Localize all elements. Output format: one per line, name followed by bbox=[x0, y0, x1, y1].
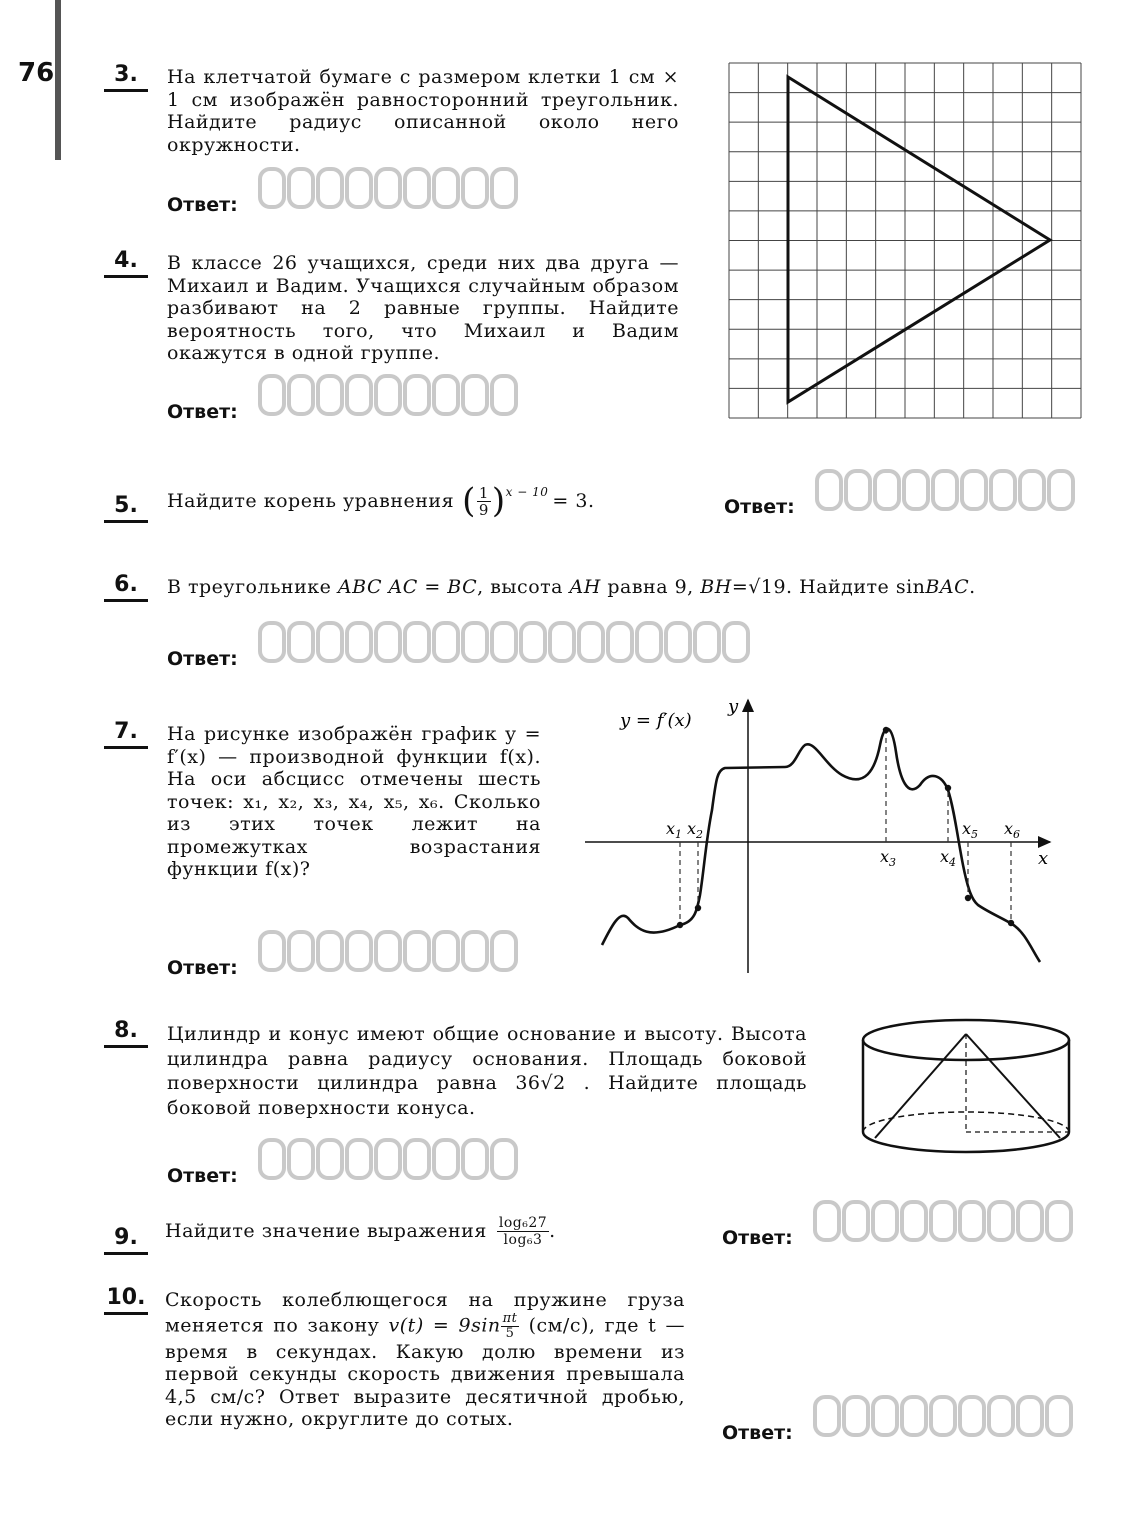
point-label-x1: $x_1$ bbox=[666, 819, 683, 841]
answer-label: Ответ: bbox=[724, 496, 795, 518]
derivative-curve bbox=[602, 729, 1040, 962]
page-number: 76 bbox=[18, 58, 55, 88]
answer-boxes-9[interactable] bbox=[813, 1200, 1074, 1242]
task-4-number: 4. bbox=[104, 248, 148, 278]
task-7-number: 7. bbox=[104, 719, 148, 749]
task-9-text: Найдите значение выражения $\frac{\text{log₆27}}{\text{log₆3}}$ . bbox=[165, 1215, 556, 1248]
answer-boxes-5[interactable] bbox=[815, 469, 1076, 511]
answer-boxes-10[interactable] bbox=[813, 1395, 1074, 1437]
x-axis-label: x bbox=[1038, 848, 1049, 869]
derivative-graph bbox=[580, 690, 1060, 980]
task-5-number: 5. bbox=[104, 493, 148, 523]
point-label-x6: $x_6$ bbox=[1004, 819, 1021, 841]
task-5-text: Найдите корень уравнения ( $\frac{1}{9}$ ) x − 10 = 3. bbox=[167, 481, 595, 522]
point-label-x4: $x_4$ bbox=[940, 847, 957, 869]
answer-label: Ответ: bbox=[167, 648, 238, 670]
point-label-x2: $x_2$ bbox=[687, 819, 704, 841]
answer-boxes-7[interactable] bbox=[258, 930, 519, 972]
grid-triangle-figure bbox=[728, 62, 1083, 420]
answer-boxes-3[interactable] bbox=[258, 167, 519, 209]
task-8-text: Цилиндр и конус имеют общие основание и высоту. Высота цилиндра равна радиусу основания. Площадь боковой поверхности цилиндра равна 36√2 . Найдите площадь боковой поверхности конуса. bbox=[167, 1023, 807, 1119]
margin-bar bbox=[55, 0, 61, 160]
answer-label: Ответ: bbox=[167, 1165, 238, 1187]
answer-label: Ответ: bbox=[722, 1422, 793, 1444]
cylinder-cone-figure bbox=[855, 1012, 1077, 1162]
triangle bbox=[788, 77, 1050, 402]
task-8-number: 8. bbox=[104, 1018, 148, 1048]
answer-label: Ответ: bbox=[167, 194, 238, 216]
y-axis-label: y bbox=[728, 696, 739, 717]
task-3-text: На клетчатой бумаге с размером клетки 1 см × 1 см изображён равносторонний треугольник. Найдите радиус описанной около него окружности. bbox=[167, 66, 679, 156]
answer-label: Ответ: bbox=[167, 401, 238, 423]
answer-label: Ответ: bbox=[722, 1227, 793, 1249]
answer-boxes-6[interactable] bbox=[258, 621, 751, 663]
task-7-text: На рисунке изображён график y = f′(x) — производной функции f(x). На оси абсцисс отмечены шесть точек: x₁, x₂, x₃, x₄, x₅, x₆. Сколько из этих точек лежит на промежутках возрастания функции f(x)? bbox=[167, 723, 541, 880]
task-9-number: 9. bbox=[104, 1225, 148, 1255]
answer-label: Ответ: bbox=[167, 957, 238, 979]
task-4-text: В классе 26 учащихся, среди них два друга — Михаил и Вадим. Учащихся случайным образом разбивают на 2 равные группы. Найдите вероятность того, что Михаил и Вадим окажутся в одной группе. bbox=[167, 252, 679, 364]
point-label-x5: $x_5$ bbox=[962, 819, 979, 841]
task-3-number: 3. bbox=[104, 62, 148, 92]
task-10-text: Скорость колеблющегося на пружине груза меняется по закону v(t) = 9sin $\frac{\pi t}{5}$ (см/с), где t — время в секундах. Какую долю времени из первой секунды скорость движения превышала 4,5 см/с? Ответ выразите десятичной дробью, если нужно, округлите до сотых. bbox=[165, 1289, 685, 1430]
answer-boxes-8[interactable] bbox=[258, 1138, 519, 1180]
task-10-number: 10. bbox=[104, 1285, 148, 1315]
point-label-x3: $x_3$ bbox=[880, 847, 897, 869]
task-6-text: В треугольнике ABC AC = BC, высота AH равна 9, BH=√19. Найдите sinBAC. bbox=[167, 576, 976, 598]
task-6-number: 6. bbox=[104, 572, 148, 602]
answer-boxes-4[interactable] bbox=[258, 374, 519, 416]
function-label: y = f′(x) bbox=[620, 710, 692, 731]
